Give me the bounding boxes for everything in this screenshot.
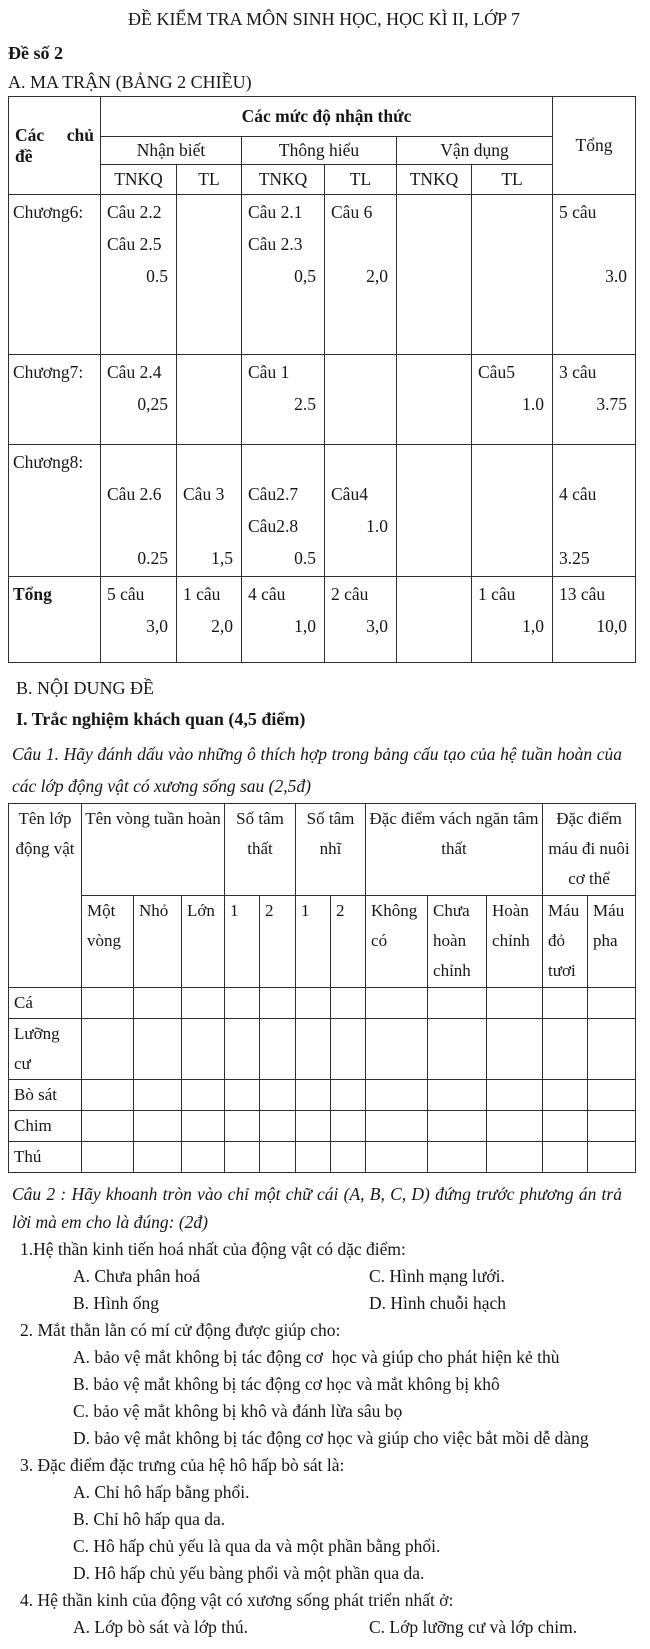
mcq-question-3: 3. Đặc điểm đặc trưng của hệ hô hấp bò sát là: [20,1455,345,1475]
matrix-cell-points: 10,0 [596,616,628,636]
matrix-cell-empty [472,445,553,577]
sub-header-cell: Không có [366,896,428,988]
answer-cell [134,1111,182,1142]
matrix-cell-points: 3.25 [559,548,590,568]
ventricle-header: Số tâm thất [225,804,296,896]
matrix-cell-line: 5 câu [107,584,145,604]
matrix-cell [242,445,325,577]
answer-cell [331,1080,366,1111]
answer-cell [260,988,296,1019]
matrix-cell [553,195,636,355]
answer-cell [428,988,487,1019]
matrix-cell-line: 3 câu [559,362,597,382]
mcq-option-row [73,1614,640,1641]
circuit-header: Tên vòng tuần hoàn [82,804,225,896]
matrix-cell-points: 2.5 [294,394,316,414]
answer-cell [182,1142,225,1173]
matrix-type-header: TL [177,165,242,195]
matrix-cell [101,445,177,577]
matrix-level-nhan-biet: Nhận biết [101,137,242,165]
question2-intro: Câu 2 : Hãy khoanh tròn vào chỉ một chữ cái (A, B, C, D) đứng trước phương án trả lời mà em cho là đúng: (2đ) [12,1184,622,1232]
matrix-cell-line: 4 câu [559,484,597,504]
matrix-cell [101,577,177,663]
answer-cell [588,1019,636,1080]
answer-cell [487,988,543,1019]
answer-cell [588,1080,636,1111]
matrix-cell-empty [472,195,553,355]
matrix-row-label: Chương7: [9,355,101,445]
mcq-option: B. Hình ống [73,1293,160,1313]
sub-header-cell: 2 [260,896,296,988]
answer-cell [296,988,331,1019]
matrix-cell [242,355,325,445]
matrix-level-van-dung: Vận dụng [397,137,553,165]
answer-cell [296,1080,331,1111]
answer-cell [543,988,588,1019]
answer-cell [331,988,366,1019]
matrix-cell-points: 1.0 [522,394,545,414]
animal-row-label: Thú [9,1142,82,1173]
sub-header-cell: Lớn [182,896,225,988]
matrix-cell-line: 13 câu [559,584,606,604]
matrix-type-header: TNKQ [242,165,325,195]
answer-cell [134,1142,182,1173]
matrix-cell [177,577,242,663]
matrix-levels-header: Các mức độ nhận thức [101,97,553,137]
matrix-cell-points: 0.5 [294,548,316,568]
circulatory-table [8,803,636,1173]
mcq-option: D. Hình chuỗi hạch [369,1293,507,1313]
matrix-cell-line: 4 câu [248,584,286,604]
answer-cell [487,1080,543,1111]
mcq-option: D. bảo vệ mắt không bị tác động cơ học và giúp cho việc bắt mồi dễ dàng [73,1428,589,1448]
answer-cell [428,1080,487,1111]
section-b-heading: B. NỘI DUNG ĐỀ [16,678,154,698]
sub-header-cell: Hoàn chỉnh [487,896,543,988]
matrix-cell [325,577,397,663]
answer-cell [82,1111,134,1142]
answer-cell [225,1142,260,1173]
sub-header-cell: Chưa hoàn chỉnh [428,896,487,988]
matrix-cell-line: Câu2.8 [248,516,299,536]
matrix-cell-points: 3.0 [605,266,628,286]
matrix-total-header: Tổng [553,97,636,195]
matrix-cell-empty [397,445,472,577]
matrix-cell-line: Câu 2.3 [248,234,303,254]
matrix-cell-line: 5 câu [559,202,597,222]
answer-cell [487,1019,543,1080]
answer-cell [543,1019,588,1080]
answer-cell [296,1019,331,1080]
matrix-cell-empty [325,355,397,445]
sub-header-cell: Một vòng [82,896,134,988]
matrix-cell-points: 0.5 [146,266,168,286]
matrix-row-chuong8 [9,445,636,577]
matrix-cell-line: Câu 1 [248,362,290,382]
answer-cell [428,1142,487,1173]
mcq-option: C. bảo vệ mắt không bị khô và đánh lừa sâu bọ [73,1401,403,1421]
matrix-cell [242,195,325,355]
matrix-row-label: Chương8: [9,445,101,577]
matrix-cell-line: Câu 2.6 [107,484,162,504]
animal-row-label: Lưỡng cư [9,1019,82,1080]
matrix-row-total [9,577,636,663]
matrix-cell [553,355,636,445]
sub-header-cell: 1 [296,896,331,988]
sub-header-cell: Máu pha [588,896,636,988]
answer-cell [366,988,428,1019]
matrix-cell-line: Câu5 [478,362,515,382]
answer-cell [182,1080,225,1111]
animal-row-label: Bò sát [9,1080,82,1111]
matrix-cell-points: 3,0 [366,616,388,636]
answer-cell [82,1080,134,1111]
answer-cell [296,1111,331,1142]
animal-row [9,1111,636,1142]
section-a-heading: A. MA TRẬN (BẢNG 2 CHIỀU) [8,72,252,92]
matrix-cell-points: 1,5 [211,548,233,568]
matrix-row-label: Chương6: [9,195,101,355]
matrix-cell [472,577,553,663]
mcq-option: D. Hô hấp chủ yếu bàng phổi và một phần qua da. [73,1563,425,1583]
matrix-cell [472,355,553,445]
answer-cell [428,1019,487,1080]
matrix-cell [242,577,325,663]
atrium-header: Số tâm nhĩ [296,804,366,896]
answer-cell [366,1142,428,1173]
matrix-cell [325,195,397,355]
matrix-cell-line: 1 câu [183,584,221,604]
animal-row [9,1019,636,1080]
answer-cell [331,1019,366,1080]
answer-cell [366,1080,428,1111]
matrix-cell-points: 2,0 [211,616,233,636]
mcq-section [20,1236,640,1641]
answer-cell [366,1111,428,1142]
answer-cell [82,988,134,1019]
matrix-cell [325,445,397,577]
matrix-level-thong-hieu: Thông hiểu [242,137,397,165]
answer-cell [588,1111,636,1142]
matrix-cell-line: Câu 2.1 [248,202,303,222]
matrix-cell-line: Câu 2.4 [107,362,162,382]
matrix-cell [553,577,636,663]
matrix-cell-points: 1,0 [294,616,316,636]
sub-header-cell: Nhỏ [134,896,182,988]
matrix-cell-line: Câu 6 [331,202,373,222]
mcq-option: B. bảo vệ mắt không bị tác động cơ học và mắt không bị khô [73,1374,500,1394]
matrix-cell-line: Câu4 [331,484,368,504]
matrix-cell [177,445,242,577]
mcq-option: A. Chỉ hô hấp bằng phổi. [73,1482,250,1502]
animal-row [9,1080,636,1111]
answer-cell [134,1080,182,1111]
answer-cell [82,1142,134,1173]
matrix-cell-line: Câu 3 [183,484,225,504]
answer-cell [331,1111,366,1142]
answer-cell [225,988,260,1019]
answer-cell [260,1019,296,1080]
blood-header: Đặc điểm máu đi nuôi cơ thể [543,804,636,896]
matrix-cell [553,445,636,577]
matrix-type-header: TL [472,165,553,195]
matrix-row-chuong6 [9,195,636,355]
answer-cell [543,1111,588,1142]
answer-cell [134,988,182,1019]
matrix-cell-line: Câu2.7 [248,484,299,504]
matrix-cell [101,195,177,355]
mcq-option-row [73,1263,640,1290]
animal-row-label: Chim [9,1111,82,1142]
matrix-cell-points: 0,25 [137,394,168,414]
animal-row [9,1142,636,1173]
matrix-cell-points: 0,5 [294,266,316,286]
matrix-type-header: TNKQ [397,165,472,195]
matrix-type-header: TNKQ [101,165,177,195]
sub-header-cell: Máu đỏ tươi [543,896,588,988]
answer-cell [428,1111,487,1142]
answer-cell [487,1142,543,1173]
answer-cell [588,988,636,1019]
matrix-cell-points: 0.25 [137,548,168,568]
mcq-option-row [73,1290,640,1317]
answer-cell [331,1142,366,1173]
animal-class-header: Tên lớp động vật [9,804,82,988]
sub-header-cell: 2 [331,896,366,988]
answer-cell [260,1111,296,1142]
mcq-option: A. Lớp bò sát và lớp thú. [73,1617,249,1637]
mcq-option: B. Chỉ hô hấp qua da. [73,1509,226,1529]
exam-number: Đề số 2 [8,43,63,63]
sub-header-cell: 1 [225,896,260,988]
matrix-row-chuong7 [9,355,636,445]
answer-cell [182,1019,225,1080]
mcq-option: A. Chưa phân hoá [73,1266,201,1286]
answer-cell [82,1019,134,1080]
matrix-cell-line: Câu 2.5 [107,234,162,254]
answer-cell [225,1111,260,1142]
matrix-cell-line: 2 câu [331,584,369,604]
mcq-option: C. Hình mạng lưới. [369,1266,505,1286]
matrix-cell-empty [397,577,472,663]
matrix-cell-empty [397,195,472,355]
matrix-type-header: TL [325,165,397,195]
answer-cell [182,988,225,1019]
matrix-corner-header: Các chủ đề [9,97,101,195]
answer-cell [366,1019,428,1080]
mcq-question-4: 4. Hệ thần kinh của động vật có xương sống phát triển nhất ở: [20,1590,454,1610]
matrix-table [8,96,636,663]
answer-cell [296,1142,331,1173]
answer-cell [225,1080,260,1111]
matrix-cell-points: 2,0 [366,266,388,286]
septum-header: Đặc điểm vách ngăn tâm thất [366,804,543,896]
answer-cell [543,1080,588,1111]
animal-row [9,988,636,1019]
matrix-cell-empty [177,355,242,445]
page-title: ĐỀ KIỂM TRA MÔN SINH HỌC, HỌC KÌ II, LỚP 7 [127,9,520,29]
animal-row-label: Cá [9,988,82,1019]
answer-cell [182,1111,225,1142]
answer-cell [487,1111,543,1142]
matrix-cell-line: 1 câu [478,584,516,604]
matrix-cell-points: 3,0 [146,616,168,636]
mcq-question-2: 2. Mắt thằn lằn có mí cử động được giúp cho: [20,1320,341,1340]
answer-cell [134,1019,182,1080]
mcq-question-1: 1.Hệ thần kinh tiến hoá nhất của động vật có dặc điểm: [20,1239,406,1259]
matrix-cell-points: 1,0 [522,616,545,636]
mcq-option: C. Hô hấp chủ yếu là qua da và một phần bằng phổi. [73,1536,441,1556]
mcq-option: A. bảo vệ mắt không bị tác động cơ học và giúp cho phát hiện kẻ thù [73,1347,560,1367]
part1-heading: I. Trắc nghiệm khách quan (4,5 điểm) [16,709,306,729]
answer-cell [543,1142,588,1173]
matrix-cell-empty [397,355,472,445]
matrix-cell-line: Câu 2.2 [107,202,162,222]
question1-intro: Câu 1. Hãy đánh dấu vào những ô thích hợp trong bảng cấu tạo của hệ tuần hoàn của các lớp động vật có xương sống sau (2,5đ) [12,744,622,796]
answer-cell [588,1142,636,1173]
matrix-cell-points: 3.75 [596,394,628,414]
mcq-option: C. Lớp lưỡng cư và lớp chim. [369,1617,578,1637]
answer-cell [260,1142,296,1173]
answer-cell [260,1080,296,1111]
matrix-row-label: Tổng [9,577,101,663]
matrix-cell-points: 1.0 [366,516,388,536]
matrix-cell-empty [177,195,242,355]
matrix-cell [101,355,177,445]
answer-cell [225,1019,260,1080]
